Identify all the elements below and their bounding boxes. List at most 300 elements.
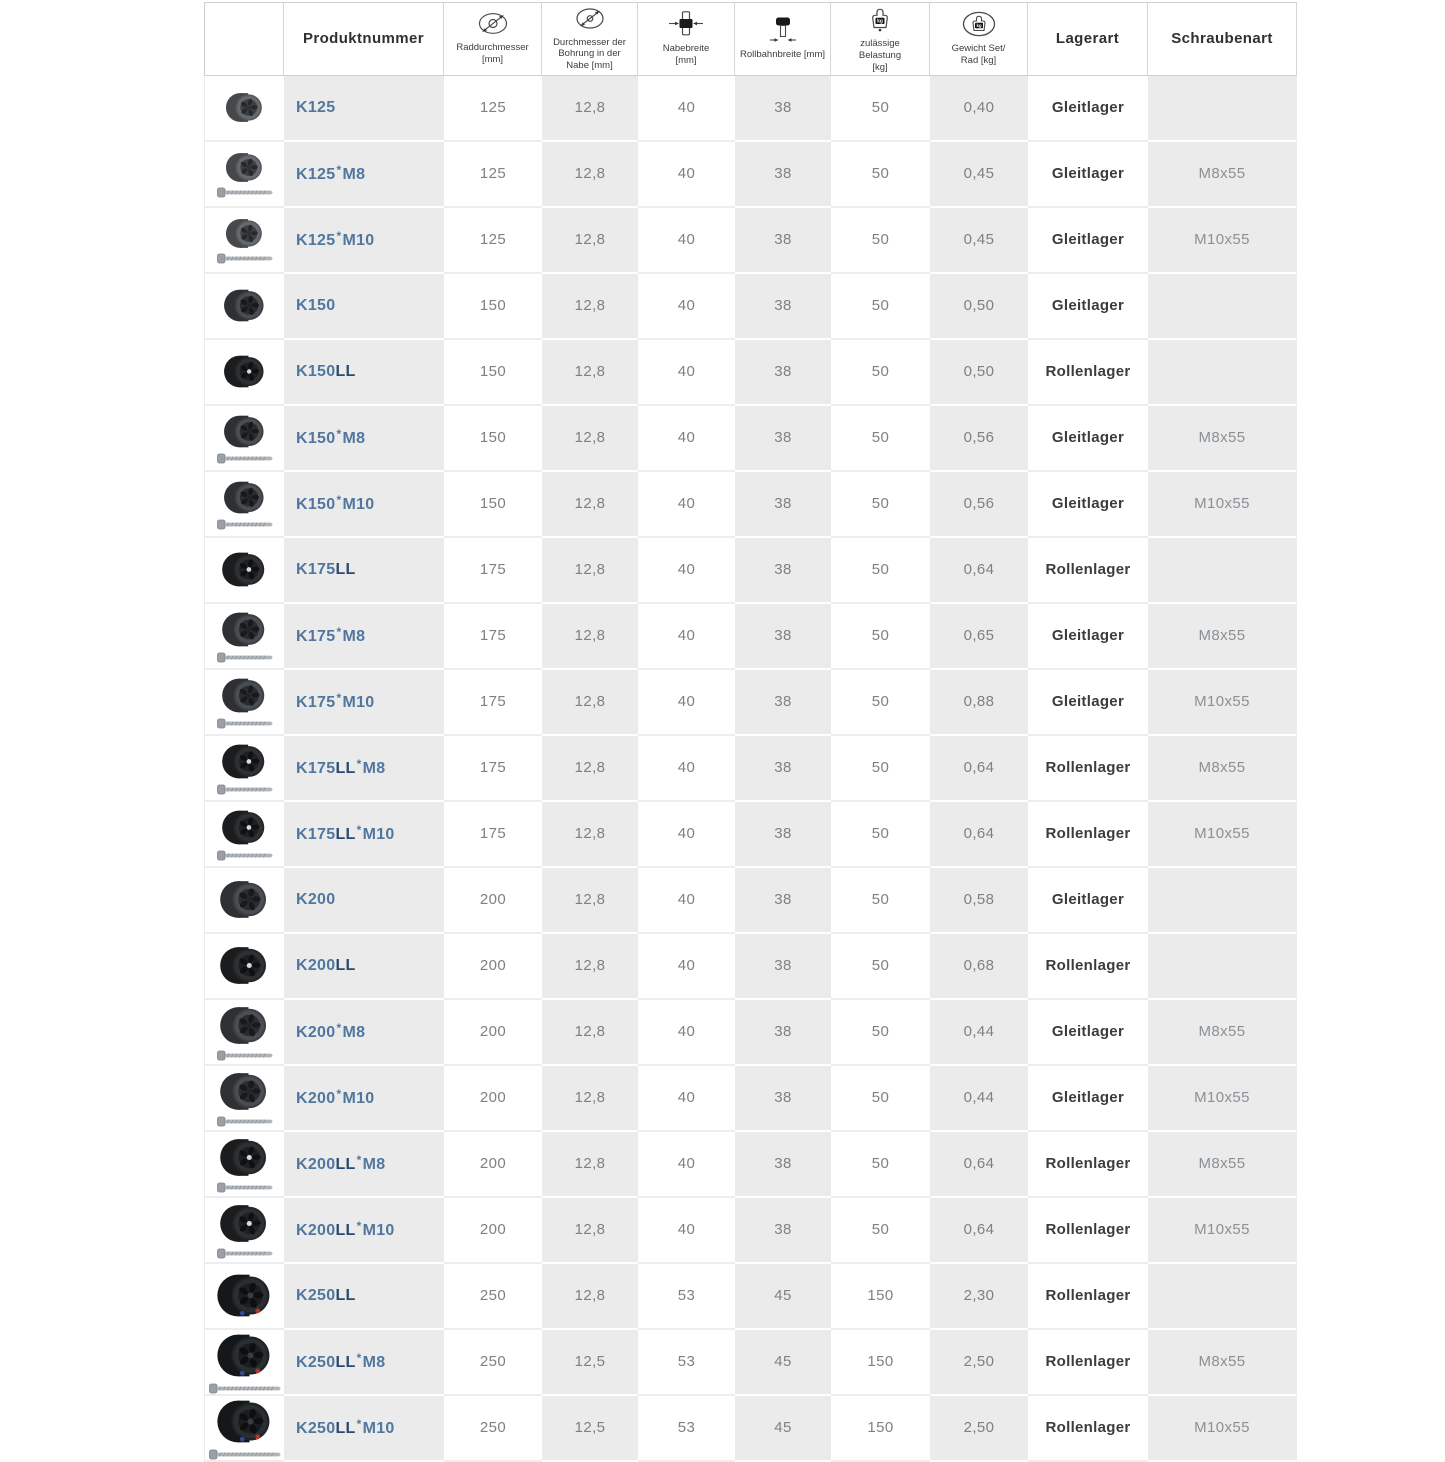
table-row bbox=[204, 604, 1297, 670]
cell-gewicht: 0,44 bbox=[930, 1066, 1028, 1132]
table-row bbox=[204, 1198, 1297, 1264]
cell-raddurchmesser: 125 bbox=[444, 142, 542, 208]
cell-produktnummer bbox=[284, 142, 444, 208]
product-image-cell bbox=[204, 1264, 284, 1330]
cell-raddurchmesser: 200 bbox=[444, 1198, 542, 1264]
product-link[interactable]: K150*M10 bbox=[296, 493, 375, 514]
cell-produktnummer bbox=[284, 76, 444, 142]
cell-produktnummer bbox=[284, 1066, 444, 1132]
table-row bbox=[204, 76, 1297, 142]
cell-nabenbreite: 40 bbox=[638, 604, 735, 670]
screw-image bbox=[217, 784, 273, 795]
wheel-image bbox=[219, 1069, 270, 1114]
cell-nabenbreite: 40 bbox=[638, 538, 735, 604]
wheel-image bbox=[221, 807, 268, 848]
cell-schraubenart bbox=[1148, 1264, 1297, 1330]
cell-belastung: 50 bbox=[831, 1132, 930, 1198]
cell-rollbahnbreite: 38 bbox=[735, 1066, 831, 1132]
cell-belastung: 50 bbox=[831, 868, 930, 934]
cell-gewicht: 2,50 bbox=[930, 1330, 1028, 1396]
col-header-image bbox=[204, 2, 284, 76]
cell-lagerart: Rollenlager bbox=[1028, 934, 1148, 1000]
wheel-image bbox=[221, 609, 268, 650]
product-image-cell bbox=[204, 868, 284, 934]
cell-nabenbreite: 40 bbox=[638, 76, 735, 142]
col-header-belastung bbox=[831, 2, 930, 76]
wheel-image bbox=[223, 286, 267, 325]
cell-rollbahnbreite: 38 bbox=[735, 1000, 831, 1066]
wheel-image bbox=[223, 352, 267, 391]
cell-lagerart: Gleitlager bbox=[1028, 868, 1148, 934]
cell-bohrung: 12,8 bbox=[542, 538, 638, 604]
cell-bohrung: 12,8 bbox=[542, 340, 638, 406]
screw-image bbox=[217, 519, 273, 530]
cell-rollbahnbreite: 45 bbox=[735, 1264, 831, 1330]
cell-nabenbreite: 53 bbox=[638, 1264, 735, 1330]
table-row bbox=[204, 736, 1297, 802]
cell-schraubenart: M10x55 bbox=[1148, 472, 1297, 538]
cell-produktnummer bbox=[284, 538, 444, 604]
cell-produktnummer bbox=[284, 208, 444, 274]
cell-raddurchmesser: 150 bbox=[444, 406, 542, 472]
table-row bbox=[204, 1066, 1297, 1132]
product-image-cell bbox=[204, 1132, 284, 1198]
cell-gewicht: 0,50 bbox=[930, 274, 1028, 340]
cell-gewicht: 0,45 bbox=[930, 208, 1028, 274]
table-row bbox=[204, 1264, 1297, 1330]
product-image-cell bbox=[204, 472, 284, 538]
cell-belastung: 50 bbox=[831, 76, 930, 142]
product-link[interactable]: K200 bbox=[296, 890, 336, 908]
cell-rollbahnbreite: 45 bbox=[735, 1396, 831, 1462]
cell-bohrung: 12,8 bbox=[542, 1132, 638, 1198]
cell-schraubenart: M10x55 bbox=[1148, 1066, 1297, 1132]
cell-gewicht: 0,45 bbox=[930, 142, 1028, 208]
bohrung-header-label: Durchmesser der Bohrung in der Nabe [mm] bbox=[553, 36, 626, 72]
cell-rollbahnbreite: 45 bbox=[735, 1330, 831, 1396]
product-link[interactable]: K250LL*M8 bbox=[296, 1351, 386, 1372]
product-link[interactable]: K200LL bbox=[296, 956, 356, 974]
cell-belastung: 50 bbox=[831, 406, 930, 472]
cell-nabenbreite: 40 bbox=[638, 472, 735, 538]
cell-belastung: 50 bbox=[831, 670, 930, 736]
cell-bohrung: 12,5 bbox=[542, 1330, 638, 1396]
cell-belastung: 50 bbox=[831, 934, 930, 1000]
product-image-cell bbox=[204, 1000, 284, 1066]
cell-raddurchmesser: 250 bbox=[444, 1396, 542, 1462]
cell-lagerart: Gleitlager bbox=[1028, 604, 1148, 670]
cell-schraubenart: M8x55 bbox=[1148, 736, 1297, 802]
cell-produktnummer bbox=[284, 1198, 444, 1264]
table-row bbox=[204, 1396, 1297, 1462]
cell-schraubenart: M8x55 bbox=[1148, 604, 1297, 670]
cell-nabenbreite: 40 bbox=[638, 934, 735, 1000]
cell-produktnummer bbox=[284, 604, 444, 670]
wheel-image bbox=[216, 1396, 274, 1447]
cell-lagerart: Gleitlager bbox=[1028, 1000, 1148, 1066]
product-image-cell bbox=[204, 670, 284, 736]
product-link[interactable]: K175LL*M10 bbox=[296, 823, 395, 844]
cell-bohrung: 12,8 bbox=[542, 472, 638, 538]
product-link[interactable]: K200LL*M10 bbox=[296, 1219, 395, 1240]
cell-schraubenart: M10x55 bbox=[1148, 1198, 1297, 1264]
nabenbreite-header-label: Nabebreite [mm] bbox=[662, 43, 710, 67]
cell-lagerart: Gleitlager bbox=[1028, 670, 1148, 736]
cell-rollbahnbreite: 38 bbox=[735, 76, 831, 142]
cell-produktnummer bbox=[284, 340, 444, 406]
product-link[interactable]: K175*M8 bbox=[296, 625, 366, 646]
cell-bohrung: 12,5 bbox=[542, 1396, 638, 1462]
cell-nabenbreite: 40 bbox=[638, 868, 735, 934]
cell-produktnummer bbox=[284, 406, 444, 472]
cell-schraubenart: M8x55 bbox=[1148, 1330, 1297, 1396]
cell-produktnummer bbox=[284, 1396, 444, 1462]
cell-schraubenart: M8x55 bbox=[1148, 1132, 1297, 1198]
cell-raddurchmesser: 200 bbox=[444, 1000, 542, 1066]
cell-bohrung: 12,8 bbox=[542, 868, 638, 934]
cell-rollbahnbreite: 38 bbox=[735, 868, 831, 934]
cell-lagerart: Gleitlager bbox=[1028, 274, 1148, 340]
table-row bbox=[204, 274, 1297, 340]
cell-produktnummer bbox=[284, 802, 444, 868]
cell-raddurchmesser: 200 bbox=[444, 934, 542, 1000]
cell-raddurchmesser: 175 bbox=[444, 604, 542, 670]
cell-rollbahnbreite: 38 bbox=[735, 1198, 831, 1264]
screw-image bbox=[217, 1050, 273, 1061]
cell-rollbahnbreite: 38 bbox=[735, 802, 831, 868]
cell-raddurchmesser: 175 bbox=[444, 736, 542, 802]
cell-rollbahnbreite: 38 bbox=[735, 406, 831, 472]
cell-nabenbreite: 40 bbox=[638, 274, 735, 340]
cell-belastung: 50 bbox=[831, 142, 930, 208]
hub-width-icon bbox=[668, 10, 704, 42]
product-link[interactable]: K125*M8 bbox=[296, 163, 366, 184]
product-link[interactable]: K150LL bbox=[296, 362, 356, 380]
cell-raddurchmesser: 250 bbox=[444, 1330, 542, 1396]
product-table-wrapper bbox=[204, 2, 1297, 1462]
col-header-bohrung bbox=[542, 2, 638, 76]
cell-schraubenart: M8x55 bbox=[1148, 1000, 1297, 1066]
cell-nabenbreite: 53 bbox=[638, 1396, 735, 1462]
table-row bbox=[204, 472, 1297, 538]
table-row bbox=[204, 1132, 1297, 1198]
product-link[interactable]: K175LL bbox=[296, 560, 356, 578]
cell-schraubenart: M10x55 bbox=[1148, 670, 1297, 736]
cell-lagerart: Rollenlager bbox=[1028, 1264, 1148, 1330]
cell-produktnummer bbox=[284, 274, 444, 340]
table-row bbox=[204, 1000, 1297, 1066]
header-row bbox=[204, 2, 1297, 76]
wheel-image bbox=[219, 943, 270, 988]
cell-nabenbreite: 53 bbox=[638, 1330, 735, 1396]
table-row bbox=[204, 670, 1297, 736]
cell-bohrung: 12,8 bbox=[542, 1000, 638, 1066]
cell-raddurchmesser: 150 bbox=[444, 472, 542, 538]
cell-nabenbreite: 40 bbox=[638, 142, 735, 208]
cell-rollbahnbreite: 38 bbox=[735, 736, 831, 802]
cell-schraubenart: M8x55 bbox=[1148, 142, 1297, 208]
cell-lagerart: Rollenlager bbox=[1028, 802, 1148, 868]
cell-gewicht: 0,40 bbox=[930, 76, 1028, 142]
product-image-cell bbox=[204, 274, 284, 340]
cell-rollbahnbreite: 38 bbox=[735, 208, 831, 274]
product-link[interactable]: K150*M8 bbox=[296, 427, 366, 448]
cell-belastung: 50 bbox=[831, 1000, 930, 1066]
cell-bohrung: 12,8 bbox=[542, 274, 638, 340]
cell-raddurchmesser: 125 bbox=[444, 76, 542, 142]
svg-text:kg: kg bbox=[877, 18, 883, 25]
cell-schraubenart: M10x55 bbox=[1148, 802, 1297, 868]
rollbahnbreite-header-label: Rollbahnbreite [mm] bbox=[739, 49, 825, 61]
cell-nabenbreite: 40 bbox=[638, 1132, 735, 1198]
table-row bbox=[204, 802, 1297, 868]
cell-gewicht: 0,88 bbox=[930, 670, 1028, 736]
product-image-cell bbox=[204, 142, 284, 208]
cell-lagerart: Rollenlager bbox=[1028, 1198, 1148, 1264]
product-image-cell bbox=[204, 802, 284, 868]
cell-belastung: 50 bbox=[831, 538, 930, 604]
cell-belastung: 50 bbox=[831, 802, 930, 868]
cell-nabenbreite: 40 bbox=[638, 670, 735, 736]
screw-image bbox=[217, 1182, 273, 1193]
wheel-image bbox=[219, 1135, 270, 1180]
cell-lagerart: Rollenlager bbox=[1028, 1132, 1148, 1198]
cell-raddurchmesser: 150 bbox=[444, 340, 542, 406]
screw-image bbox=[217, 453, 273, 464]
cell-produktnummer bbox=[284, 934, 444, 1000]
cell-nabenbreite: 40 bbox=[638, 1198, 735, 1264]
cell-lagerart: Gleitlager bbox=[1028, 76, 1148, 142]
table-row bbox=[204, 208, 1297, 274]
cell-produktnummer bbox=[284, 868, 444, 934]
cell-schraubenart bbox=[1148, 274, 1297, 340]
cell-raddurchmesser: 200 bbox=[444, 1066, 542, 1132]
cell-rollbahnbreite: 38 bbox=[735, 274, 831, 340]
cell-belastung: 50 bbox=[831, 472, 930, 538]
cell-rollbahnbreite: 38 bbox=[735, 340, 831, 406]
col-header-lagerart bbox=[1028, 2, 1148, 76]
col-header-raddurchmesser bbox=[444, 2, 542, 76]
cell-gewicht: 0,56 bbox=[930, 472, 1028, 538]
cell-raddurchmesser: 125 bbox=[444, 208, 542, 274]
cell-belastung: 50 bbox=[831, 340, 930, 406]
cell-nabenbreite: 40 bbox=[638, 802, 735, 868]
lagerart-header-label: Lagerart bbox=[1055, 29, 1120, 47]
cell-nabenbreite: 40 bbox=[638, 406, 735, 472]
produktnummer-header-label: Produktnummer bbox=[302, 29, 425, 47]
product-link[interactable]: K200LL*M8 bbox=[296, 1153, 386, 1174]
cell-gewicht: 0,68 bbox=[930, 934, 1028, 1000]
cell-bohrung: 12,8 bbox=[542, 604, 638, 670]
cell-lagerart: Gleitlager bbox=[1028, 208, 1148, 274]
cell-gewicht: 0,64 bbox=[930, 1132, 1028, 1198]
svg-text:kg: kg bbox=[975, 23, 982, 29]
belastung-header-label: zulässige Belastung [kg] bbox=[858, 38, 902, 73]
wheel-image bbox=[216, 1330, 274, 1381]
wheel-image bbox=[221, 675, 268, 716]
cell-lagerart: Rollenlager bbox=[1028, 340, 1148, 406]
col-header-nabenbreite bbox=[638, 2, 735, 76]
cell-bohrung: 12,8 bbox=[542, 802, 638, 868]
cell-bohrung: 12,8 bbox=[542, 1066, 638, 1132]
cell-belastung: 50 bbox=[831, 208, 930, 274]
cell-raddurchmesser: 175 bbox=[444, 670, 542, 736]
weight-icon bbox=[962, 11, 996, 42]
cell-raddurchmesser: 200 bbox=[444, 868, 542, 934]
product-image-cell bbox=[204, 538, 284, 604]
cell-gewicht: 0,64 bbox=[930, 1198, 1028, 1264]
cell-gewicht: 0,64 bbox=[930, 802, 1028, 868]
cell-rollbahnbreite: 38 bbox=[735, 142, 831, 208]
screw-image bbox=[217, 1248, 273, 1259]
cell-belastung: 150 bbox=[831, 1264, 930, 1330]
cell-schraubenart bbox=[1148, 538, 1297, 604]
cell-produktnummer bbox=[284, 1000, 444, 1066]
gewicht-header-label: Gewicht Set/ Rad [kg] bbox=[951, 42, 1006, 66]
screw-image bbox=[217, 718, 273, 729]
cell-lagerart: Gleitlager bbox=[1028, 406, 1148, 472]
product-link[interactable]: K125 bbox=[296, 98, 336, 116]
product-link[interactable]: K250LL*M10 bbox=[296, 1417, 395, 1438]
col-header-gewicht bbox=[930, 2, 1028, 76]
cell-belastung: 50 bbox=[831, 1066, 930, 1132]
product-link[interactable]: K175LL*M8 bbox=[296, 757, 386, 778]
cell-schraubenart: M10x55 bbox=[1148, 208, 1297, 274]
table-row bbox=[204, 934, 1297, 1000]
cell-gewicht: 0,44 bbox=[930, 1000, 1028, 1066]
cell-belastung: 50 bbox=[831, 1198, 930, 1264]
table-row bbox=[204, 868, 1297, 934]
product-image-cell bbox=[204, 1198, 284, 1264]
cell-rollbahnbreite: 38 bbox=[735, 670, 831, 736]
screw-image bbox=[217, 253, 273, 264]
table-row bbox=[204, 538, 1297, 604]
wheel-image bbox=[219, 1201, 270, 1246]
col-header-produktnummer bbox=[284, 2, 444, 76]
product-link[interactable]: K125*M10 bbox=[296, 229, 375, 250]
product-link[interactable]: K250LL bbox=[296, 1286, 356, 1304]
table-row bbox=[204, 406, 1297, 472]
cell-rollbahnbreite: 38 bbox=[735, 934, 831, 1000]
cell-gewicht: 2,50 bbox=[930, 1396, 1028, 1462]
cell-bohrung: 12,8 bbox=[542, 208, 638, 274]
cell-gewicht: 0,58 bbox=[930, 868, 1028, 934]
product-image-cell bbox=[204, 934, 284, 1000]
table-row bbox=[204, 142, 1297, 208]
table-row bbox=[204, 1330, 1297, 1396]
schraubenart-header-label: Schraubenart bbox=[1171, 29, 1273, 47]
cell-nabenbreite: 40 bbox=[638, 340, 735, 406]
cell-rollbahnbreite: 38 bbox=[735, 538, 831, 604]
wheel-image bbox=[225, 150, 265, 185]
cell-lagerart: Gleitlager bbox=[1028, 1066, 1148, 1132]
cell-lagerart: Rollenlager bbox=[1028, 1396, 1148, 1462]
wheel-image bbox=[216, 1270, 274, 1321]
cell-produktnummer bbox=[284, 1132, 444, 1198]
cell-bohrung: 12,8 bbox=[542, 736, 638, 802]
screw-image bbox=[217, 187, 273, 198]
product-image-cell bbox=[204, 604, 284, 670]
cell-schraubenart bbox=[1148, 76, 1297, 142]
cell-gewicht: 0,50 bbox=[930, 340, 1028, 406]
cell-lagerart: Gleitlager bbox=[1028, 472, 1148, 538]
product-link[interactable]: K200*M8 bbox=[296, 1021, 366, 1042]
product-link[interactable]: K175*M10 bbox=[296, 691, 375, 712]
product-image-cell bbox=[204, 736, 284, 802]
product-image-cell bbox=[204, 406, 284, 472]
cell-bohrung: 12,8 bbox=[542, 1264, 638, 1330]
product-table bbox=[204, 2, 1297, 1462]
cell-bohrung: 12,8 bbox=[542, 142, 638, 208]
col-header-rollbahnbreite bbox=[735, 2, 831, 76]
cell-gewicht: 0,64 bbox=[930, 736, 1028, 802]
cell-lagerart: Rollenlager bbox=[1028, 538, 1148, 604]
product-link[interactable]: K200*M10 bbox=[296, 1087, 375, 1108]
product-image-cell bbox=[204, 1330, 284, 1396]
cell-gewicht: 2,30 bbox=[930, 1264, 1028, 1330]
cell-produktnummer bbox=[284, 736, 444, 802]
cell-bohrung: 12,8 bbox=[542, 1198, 638, 1264]
cell-schraubenart bbox=[1148, 340, 1297, 406]
wheel-image bbox=[221, 741, 268, 782]
screw-image bbox=[217, 652, 273, 663]
cell-rollbahnbreite: 38 bbox=[735, 472, 831, 538]
cell-belastung: 50 bbox=[831, 736, 930, 802]
cell-rollbahnbreite: 38 bbox=[735, 604, 831, 670]
cell-nabenbreite: 40 bbox=[638, 736, 735, 802]
wheel-image bbox=[219, 877, 270, 922]
cell-belastung: 150 bbox=[831, 1330, 930, 1396]
cell-schraubenart bbox=[1148, 934, 1297, 1000]
cell-belastung: 50 bbox=[831, 274, 930, 340]
product-image-cell bbox=[204, 208, 284, 274]
product-image-cell bbox=[204, 1396, 284, 1462]
cell-raddurchmesser: 175 bbox=[444, 538, 542, 604]
cell-schraubenart: M8x55 bbox=[1148, 406, 1297, 472]
wheel-image bbox=[223, 478, 267, 517]
cell-produktnummer bbox=[284, 472, 444, 538]
cell-bohrung: 12,8 bbox=[542, 406, 638, 472]
diameter-icon bbox=[475, 11, 511, 41]
cell-bohrung: 12,8 bbox=[542, 934, 638, 1000]
tread-width-icon bbox=[765, 16, 801, 48]
cell-gewicht: 0,65 bbox=[930, 604, 1028, 670]
cell-belastung: 50 bbox=[831, 604, 930, 670]
cell-schraubenart: M10x55 bbox=[1148, 1396, 1297, 1462]
table-row bbox=[204, 340, 1297, 406]
wheel-image bbox=[221, 549, 268, 590]
cell-raddurchmesser: 250 bbox=[444, 1264, 542, 1330]
load-icon bbox=[865, 4, 895, 37]
cell-produktnummer bbox=[284, 1330, 444, 1396]
product-image-cell bbox=[204, 340, 284, 406]
product-image-cell bbox=[204, 1066, 284, 1132]
product-link[interactable]: K150 bbox=[296, 296, 336, 314]
wheel-image bbox=[225, 216, 265, 251]
screw-image bbox=[209, 1383, 281, 1394]
cell-lagerart: Rollenlager bbox=[1028, 1330, 1148, 1396]
bore-diameter-icon bbox=[572, 6, 608, 36]
cell-bohrung: 12,8 bbox=[542, 76, 638, 142]
cell-schraubenart bbox=[1148, 868, 1297, 934]
cell-gewicht: 0,64 bbox=[930, 538, 1028, 604]
wheel-image bbox=[223, 412, 267, 451]
cell-nabenbreite: 40 bbox=[638, 208, 735, 274]
cell-raddurchmesser: 175 bbox=[444, 802, 542, 868]
cell-raddurchmesser: 150 bbox=[444, 274, 542, 340]
cell-rollbahnbreite: 38 bbox=[735, 1132, 831, 1198]
cell-lagerart: Gleitlager bbox=[1028, 142, 1148, 208]
